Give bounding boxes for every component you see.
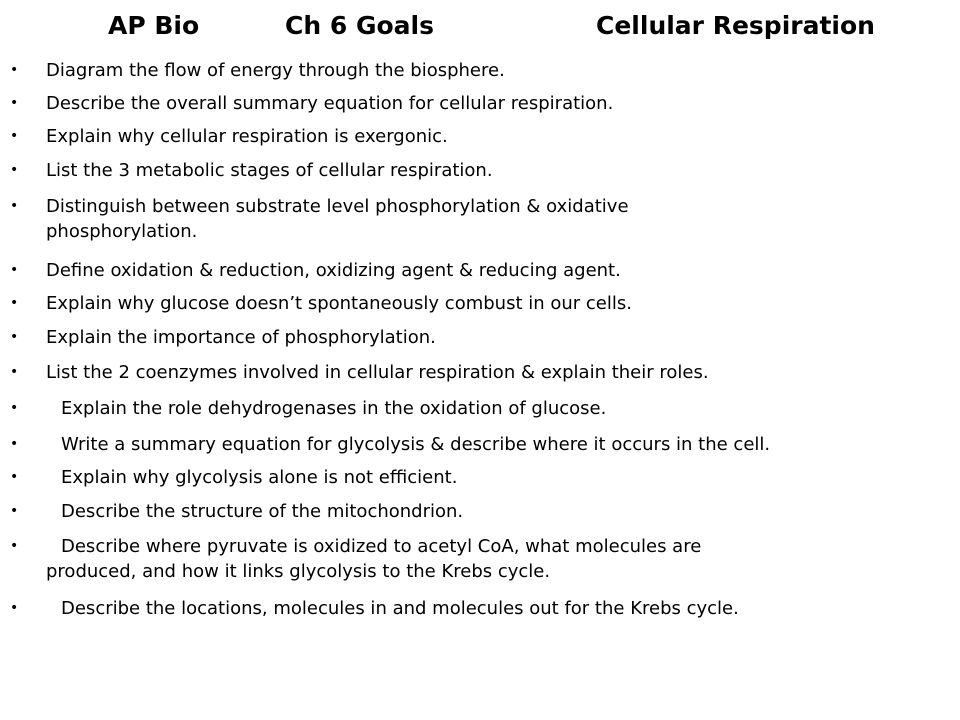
bullet-icon: • [10, 329, 19, 345]
goal-text-line: Describe the overall summary equation for cellular respiration. [46, 93, 614, 114]
goal-text [46, 91, 613, 116]
goal-text [46, 360, 709, 385]
goal-text [46, 325, 436, 350]
goal-text [46, 158, 493, 183]
goal-text-line: Explain why cellular respiration is exergonic. [46, 126, 448, 147]
goal-text [46, 258, 621, 283]
goal-text-line: Explain why glucose doesn’t spontaneously combust in our cells. [46, 293, 632, 314]
goal-text-line: Define oxidation & reduction, oxidizing agent & reducing agent. [46, 260, 621, 281]
goal-text-line: produced, and how it links glycolysis to the Krebs cycle. [46, 561, 551, 582]
goal-text-line: phosphorylation. [46, 221, 198, 242]
goal-text-line: Describe the structure of the mitochondrion. [61, 501, 464, 522]
bullet-icon: • [10, 95, 19, 111]
bullet-icon: • [10, 198, 19, 214]
goal-text-line: Explain the importance of phosphorylation. [46, 327, 436, 348]
goal-text-line: Explain the role dehydrogenases in the oxidation of glucose. [61, 398, 607, 419]
goal-text-line: List the 3 metabolic stages of cellular respiration. [46, 160, 493, 181]
bullet-icon: • [10, 364, 19, 380]
bullet-icon: • [10, 436, 19, 452]
goal-text-line: Diagram the flow of energy through the biosphere. [46, 60, 505, 81]
goal-text [46, 58, 505, 83]
goal-text [46, 465, 457, 490]
goal-text [46, 124, 448, 149]
goal-text [46, 499, 463, 524]
bullet-icon: • [10, 400, 19, 416]
goal-text [46, 596, 739, 621]
bullet-icon: • [10, 295, 19, 311]
goal-text [46, 194, 629, 244]
goal-text-line: Write a summary equation for glycolysis & describe where it occurs in the cell. [61, 434, 771, 455]
title-topic: Cellular Respiration [596, 11, 875, 40]
bullet-icon: • [10, 600, 19, 616]
bullet-icon: • [10, 162, 19, 178]
goal-text-line: Describe the locations, molecules in and molecules out for the Krebs cycle. [61, 598, 739, 619]
bullet-icon: • [10, 469, 19, 485]
bullet-icon: • [10, 62, 19, 78]
goal-text [46, 432, 770, 457]
slide-title [0, 8, 960, 44]
title-chapter: Ch 6 Goals [285, 11, 434, 40]
bullet-icon: • [10, 262, 19, 278]
goal-text [46, 396, 606, 421]
goal-text [46, 534, 701, 584]
title-course: AP Bio [108, 11, 200, 40]
goal-text-line: List the 2 coenzymes involved in cellular respiration & explain their roles. [46, 362, 709, 383]
bullet-icon: • [10, 128, 19, 144]
goal-text-line: Describe where pyruvate is oxidized to acetyl CoA, what molecules are [61, 536, 702, 557]
bullet-icon: • [10, 538, 19, 554]
goal-text [46, 291, 632, 316]
goal-text-line: Distinguish between substrate level phosphorylation & oxidative [46, 196, 629, 217]
bullet-icon: • [10, 503, 19, 519]
goal-text-line: Explain why glycolysis alone is not efficient. [61, 467, 458, 488]
